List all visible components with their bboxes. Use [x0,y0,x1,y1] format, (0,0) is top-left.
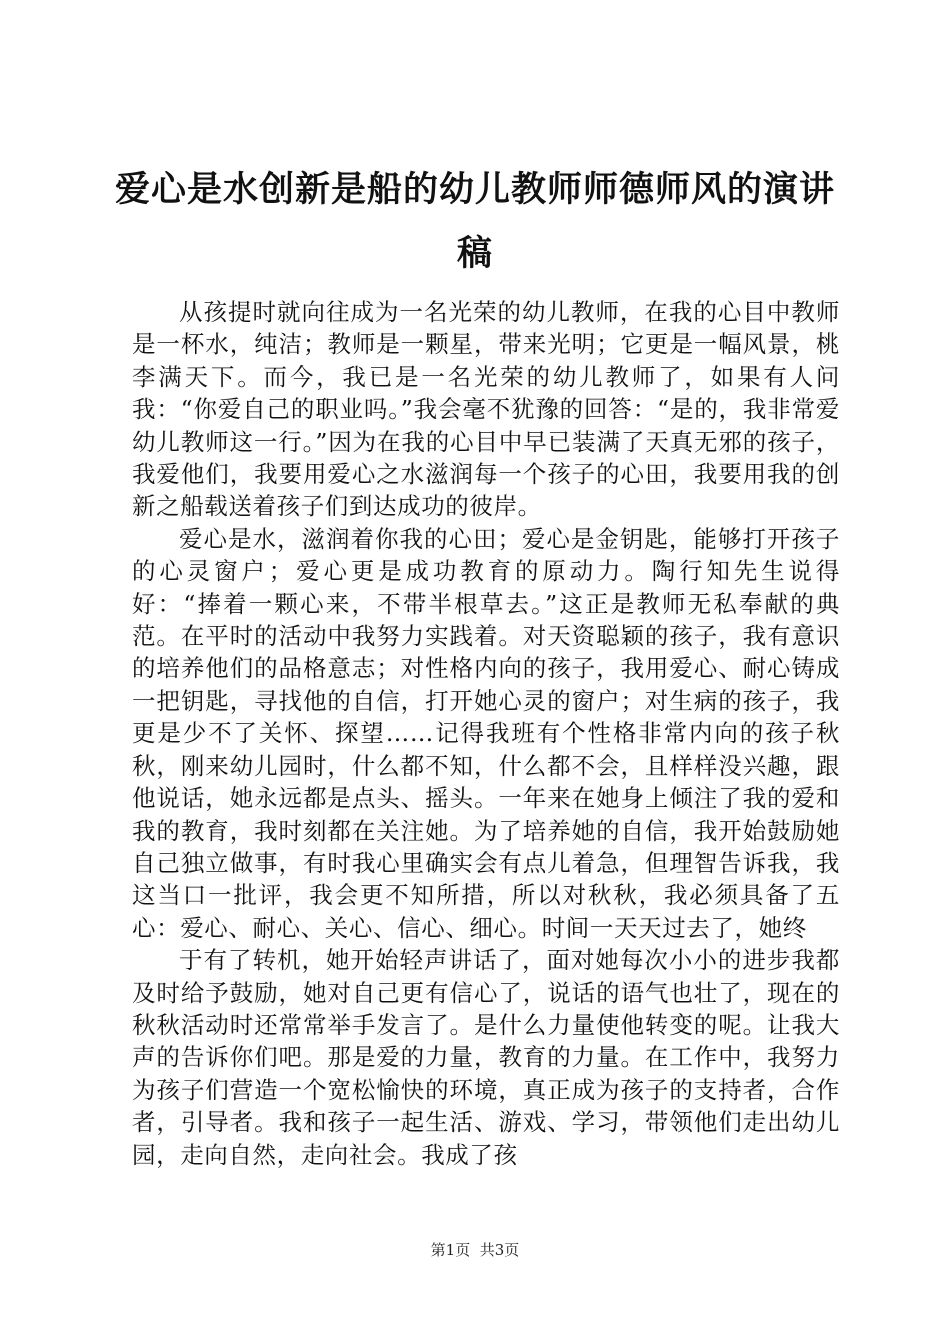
page-number: 第1页 [430,1241,471,1259]
paragraph-2: 爱心是水，滋润着你我的心田；爱心是金钥匙，能够打开孩子的心灵窗户；爱心更是成功教育的原动力。陶行知先生说得好：“捧着一颗心来，不带半根草去。”这正是教师无私奉献的典范。在平时的活动中我努力实践着。对天资聪颖的孩子，我有意识的培养他们的品格意志；对性格内向的孩子，我用爱心、耐心铸成一把钥匙，寻找他的自信，打开她心灵的窗户；对生病的孩子，我更是少不了关怀、探望……记得我班有个性格非常内向的孩子秋秋，刚来幼儿园时，什么都不知，什么都不会，且样样没兴趣，跟他说话，她永远都是点头、摇头。一年来在她身上倾注了我的爱和我的教育，我时刻都在关注她。为了培养她的自信，我开始鼓励她自己独立做事，有时我心里确实会有点儿着急，但理智告诉我，我这当口一批评，我会更不知所措，所以对秋秋，我必须具备了五心：爱心、耐心、关心、信心、细心。时间一天天过去了，她终 [132,524,840,942]
document-title: 爱心是水创新是船的幼儿教师师德师风的演讲稿 [114,169,835,274]
paragraph-1: 从孩提时就向往成为一名光荣的幼儿教师，在我的心目中教师是一杯水，纯洁；教师是一颗星，带来光明；它更是一幅风景，桃李满天下。而今，我已是一名光荣的幼儿教师了，如果有人问我：“你爱自己的职业吗。”我会毫不犹豫的回答：“是的，我非常爱幼儿教师这一行。”因为在我的心目中早已装满了天真无邪的孩子，我爱他们，我要用爱心之水滋润每一个孩子的心田，我要用我的创新之船载送着孩子们到达成功的彼岸。 [132,298,840,521]
document-body [132,296,840,1171]
page-total: 共3页 [479,1241,520,1259]
paragraph-3: 于有了转机，她开始轻声讲话了，面对她每次小小的进步我都及时给予鼓励，她对自己更有信心了，说话的语气也壮了，现在的秋秋活动时还常常举手发言了。是什么力量使他转变的呢。让我大声的告诉你们吧。那是爱的力量，教育的力量。在工作中，我努力为孩子们营造一个宽松愉快的环境，真正成为孩子的支持者，合作者，引导者。我和孩子一起生活、游戏、学习，带领他们走出幼儿园，走向自然，走向社会。我成了孩 [132,946,840,1169]
page-footer [0,1240,950,1260]
